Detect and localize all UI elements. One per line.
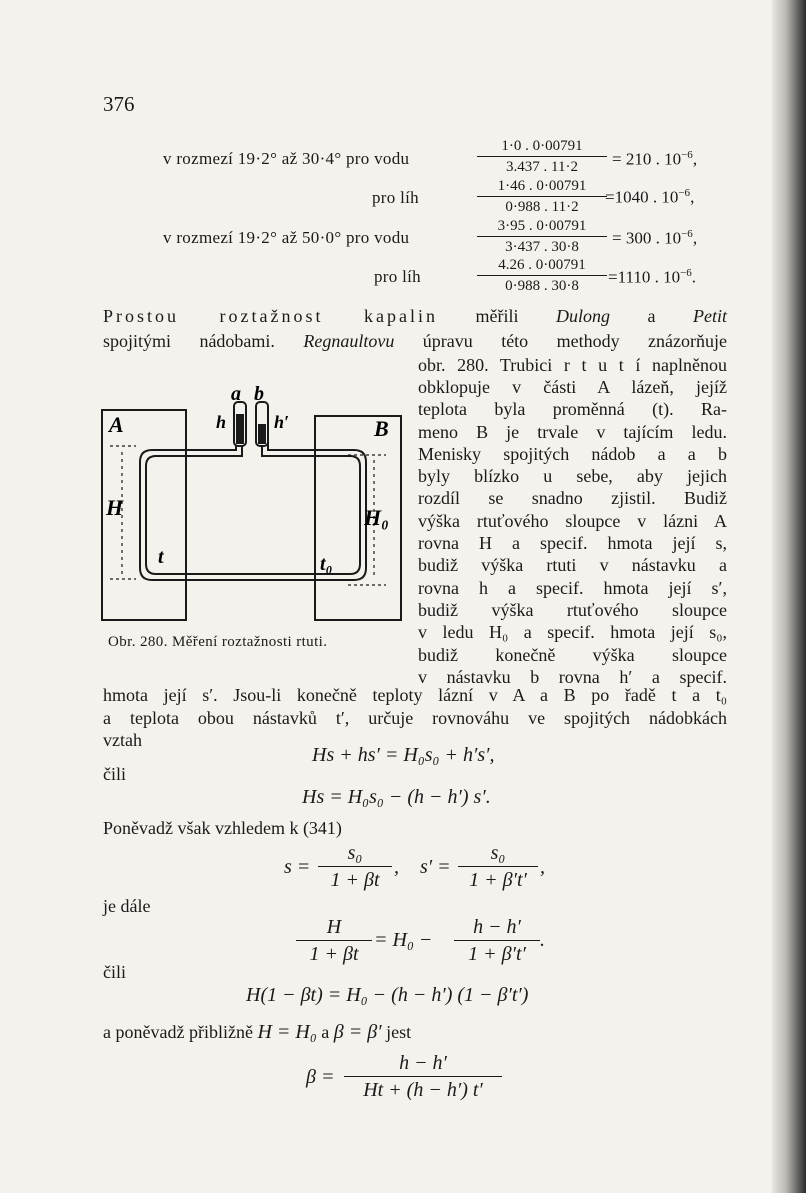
eq4-fraction-left bbox=[296, 914, 372, 967]
result-punct: . bbox=[691, 267, 697, 287]
result-punct: , bbox=[692, 149, 698, 169]
fraction-numerator: 4.26 . 0·00791 bbox=[477, 255, 607, 276]
eq6-fraction bbox=[344, 1050, 502, 1103]
wrap-line: v nástavku b rovna h′ a specif. bbox=[418, 667, 727, 687]
result-punct: , bbox=[690, 187, 695, 207]
table-fraction bbox=[477, 216, 607, 257]
label-bath-a: A bbox=[109, 412, 124, 437]
eq6-lhs: β = bbox=[306, 1066, 335, 1088]
eq3-fraction-s bbox=[318, 840, 392, 893]
label-b: b bbox=[254, 383, 264, 405]
wrap-line: obr. 280. Trubici r t u t í naplněnou bbox=[418, 355, 727, 375]
equation-1: Hs + hs′ = H₀s₀ + h′s′, bbox=[312, 744, 495, 766]
result-exponent: −6 bbox=[681, 228, 693, 240]
wrap-line: budiž konečně výška sloupce bbox=[418, 645, 727, 665]
wrap-line: rozdíl se snadno zjistil. Budiž bbox=[418, 488, 727, 508]
fraction-numerator: s₀ bbox=[318, 840, 392, 867]
paragraph-line: a teplota obou nástavků t′, určuje rovnováhu ve spojitých nádobkách bbox=[103, 708, 727, 728]
equation-5: H(1 − βt) = H₀ − (h − h′) (1 − β′t′) bbox=[246, 984, 529, 1006]
fraction-numerator: 1·0 . 0·00791 bbox=[477, 136, 607, 157]
paragraph-line: je dále bbox=[103, 896, 151, 916]
result-value: =1040 . 10 bbox=[605, 187, 679, 207]
wrap-line: meno B je trvale v tajícím ledu. bbox=[418, 422, 727, 442]
text: spojitými nádobami. bbox=[103, 331, 304, 351]
wrap-line: obklopuje v části A lázeň, jejíž bbox=[418, 377, 727, 397]
label-a: a bbox=[231, 383, 241, 405]
figure-caption: Obr. 280. Měření roztažnosti rtuti. bbox=[108, 634, 328, 650]
table-result bbox=[608, 267, 696, 288]
fraction-denominator: 1 + βt bbox=[330, 869, 380, 891]
eq3-sprime-lhs: s′ = bbox=[420, 856, 451, 878]
author-name: Petit bbox=[692, 306, 727, 326]
fraction-denominator: 0·988 . 30·8 bbox=[505, 278, 579, 294]
result-punct: , bbox=[692, 228, 698, 248]
wrap-line: v ledu H₀ a specif. hmota její s₀, bbox=[418, 622, 727, 642]
author-name: Regnaultovu bbox=[303, 331, 395, 351]
wrap-line: rovna h a specif. hmota její s′, bbox=[418, 578, 727, 598]
result-exponent: −6 bbox=[678, 187, 691, 199]
wrap-line: teplota byla proměnná (t). Ra- bbox=[418, 399, 727, 419]
eq3-fraction-sprime bbox=[458, 840, 538, 893]
fraction-denominator: 1 + β′t′ bbox=[469, 869, 527, 891]
paragraph-line: vztah bbox=[103, 730, 142, 750]
label-h-prime: h′ bbox=[274, 412, 290, 432]
fraction-denominator: 3.437 . 11·2 bbox=[506, 159, 578, 175]
label-bath-b: B bbox=[374, 416, 389, 441]
fraction-numerator: 3·95 . 0·00791 bbox=[477, 216, 607, 237]
eq3-separator: , bbox=[394, 856, 399, 878]
equation-2: Hs = H₀s₀ − (h − h′) s′. bbox=[302, 786, 491, 808]
eq4-middle: = H₀ − bbox=[374, 929, 433, 951]
fraction-numerator: h − h′ bbox=[344, 1050, 502, 1077]
wrap-line: výška rtuťového sloupce v lázni A bbox=[418, 511, 727, 531]
math-inline: β = β′ bbox=[333, 1021, 382, 1043]
label-t: t bbox=[158, 546, 164, 568]
tube-a-mercury bbox=[236, 414, 244, 444]
fraction-denominator: 1 + βt bbox=[309, 943, 359, 965]
table-row-label: v rozmezí 19·2° až 50·0° pro vodu bbox=[163, 228, 410, 247]
result-value: = 210 . 10 bbox=[612, 149, 682, 169]
text: úpravu této methody znázorňuje bbox=[394, 331, 727, 351]
paragraph-line bbox=[103, 329, 727, 354]
label-h: h bbox=[216, 412, 227, 432]
paragraph-line: hmota její s′. Jsou-li konečně teploty lázní v A a B po řadě t a t₀ bbox=[103, 685, 727, 705]
fraction-denominator: Ht + (h − h′) t′ bbox=[363, 1079, 483, 1101]
eq4-end: . bbox=[540, 929, 545, 951]
result-value: = 300 . 10 bbox=[612, 228, 682, 248]
eq4-fraction-right bbox=[454, 914, 540, 967]
text: a bbox=[316, 1022, 334, 1042]
math-inline: H = H₀ bbox=[257, 1021, 317, 1043]
table-fraction bbox=[477, 176, 607, 217]
wrap-line: rovna H a specif. hmota její s, bbox=[418, 533, 727, 553]
table-row-label: pro líh bbox=[374, 267, 421, 286]
wrap-line: budiž výška rtuti v nástavku a bbox=[418, 555, 727, 575]
table-result bbox=[605, 187, 694, 208]
fraction-numerator: 1·46 . 0·00791 bbox=[477, 176, 607, 197]
text: a poněvadž přibližně bbox=[103, 1022, 258, 1042]
table-row-label: pro líh bbox=[372, 188, 419, 207]
eq3-s-lhs: s = bbox=[284, 856, 311, 878]
label-H0: H₀ bbox=[364, 505, 389, 530]
table-fraction bbox=[477, 136, 607, 177]
text: a bbox=[609, 306, 693, 326]
apparatus-figure bbox=[96, 380, 402, 640]
fraction-denominator: 3·437 . 30·8 bbox=[505, 239, 579, 255]
fraction-numerator: H bbox=[296, 914, 372, 941]
eq3-separator: , bbox=[540, 856, 545, 878]
word-cili: čili bbox=[103, 962, 126, 982]
spaced-text: Prostou roztažnost kapalin bbox=[103, 306, 438, 326]
table-row-label: v rozmezí 19·2° až 30·4° pro vodu bbox=[163, 149, 410, 168]
fraction-numerator: s₀ bbox=[458, 840, 538, 867]
result-exponent: −6 bbox=[680, 267, 692, 279]
scan-edge-shadow bbox=[772, 0, 806, 1193]
fraction-denominator: 0·988 . 11·2 bbox=[505, 199, 579, 215]
wrap-line: budiž výška rtuťového sloupce bbox=[418, 600, 727, 620]
text: měřili bbox=[437, 306, 556, 326]
label-H: H bbox=[106, 495, 124, 520]
paragraph-line bbox=[103, 304, 727, 329]
table-result bbox=[612, 228, 697, 249]
table-result bbox=[612, 149, 697, 170]
result-value: =1110 . 10 bbox=[608, 267, 681, 287]
author-name: Dulong bbox=[555, 306, 610, 326]
page-number: 376 bbox=[103, 92, 135, 116]
text: jest bbox=[381, 1022, 412, 1042]
wrap-line: Menisky spojitých nádob a a b bbox=[418, 444, 727, 464]
fraction-denominator: 1 + β′t′ bbox=[468, 943, 526, 965]
paragraph-line: Poněvadž však vzhledem k (341) bbox=[103, 818, 342, 838]
wrap-line: byly blízko u sebe, aby jejich bbox=[418, 466, 727, 486]
label-t0: t₀ bbox=[320, 553, 333, 575]
table-fraction bbox=[477, 255, 607, 296]
result-exponent: −6 bbox=[681, 149, 693, 161]
word-cili: čili bbox=[103, 764, 126, 784]
fraction-numerator: h − h′ bbox=[454, 914, 540, 941]
tube-b-mercury bbox=[258, 424, 266, 444]
paragraph-line bbox=[103, 1020, 411, 1045]
